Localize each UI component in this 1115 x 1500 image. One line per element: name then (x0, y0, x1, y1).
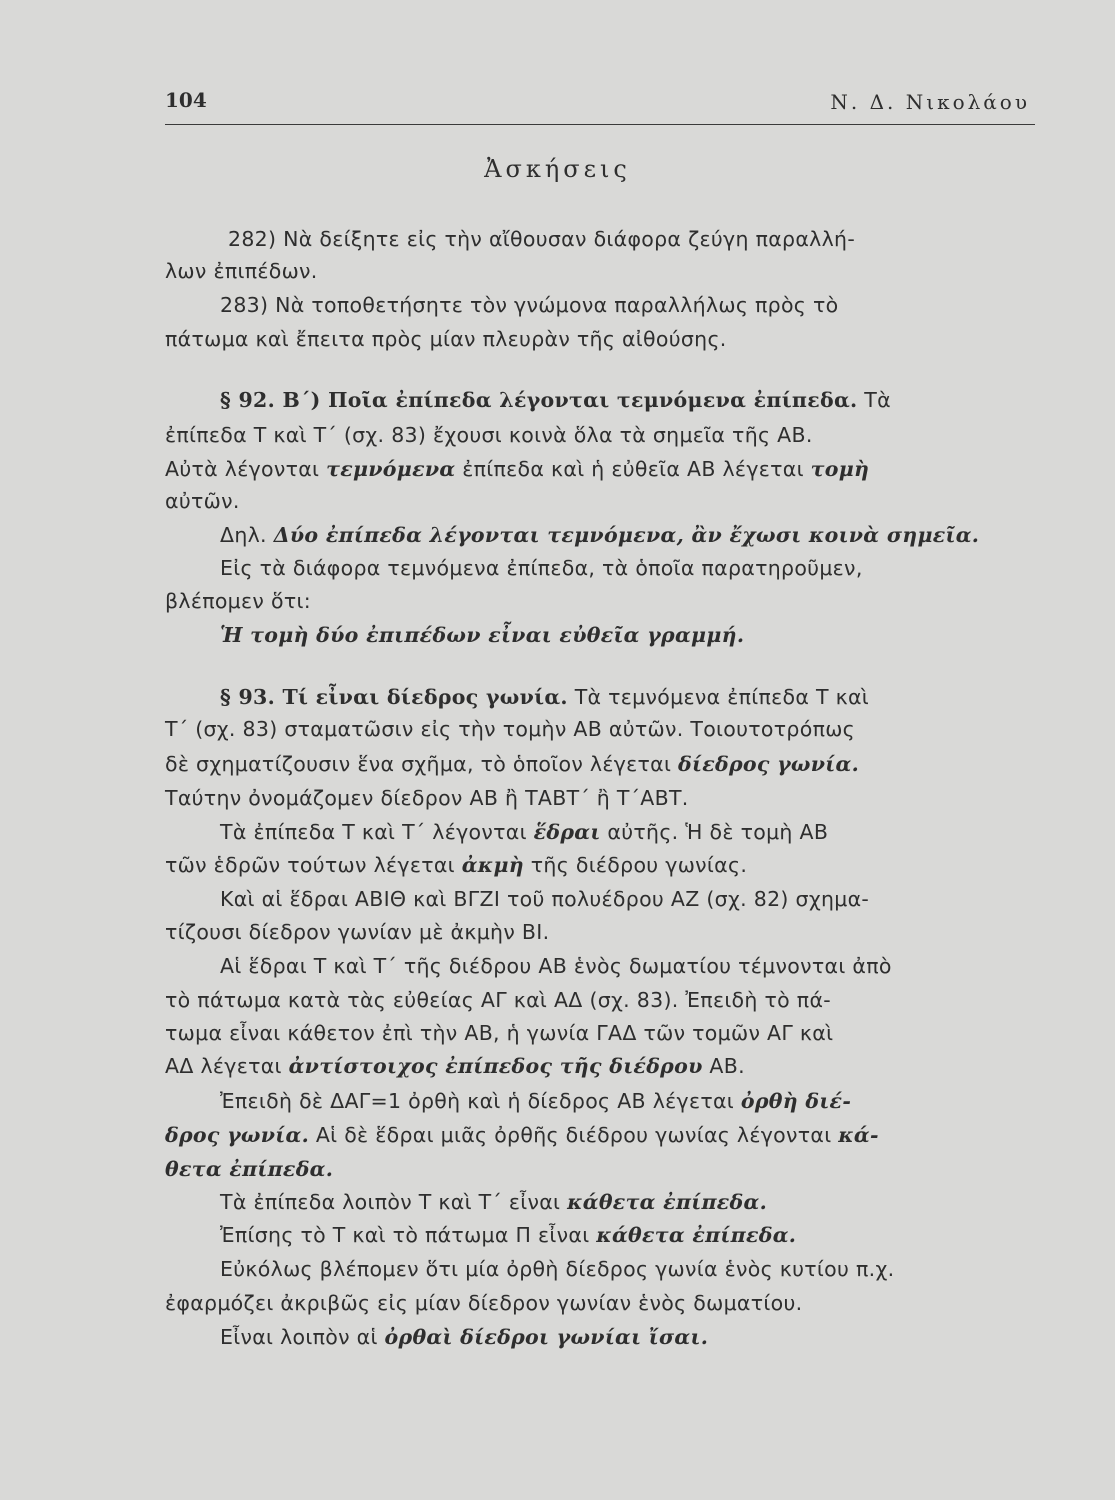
emphasis-run: τομὴ (810, 457, 870, 481)
emphasis-run: κάθετα ἐπίπεδα. (567, 1190, 768, 1214)
text-run: Αἱ δὲ ἕδραι μιᾶς ὀρθῆς διέδρου γωνίας λέγονται (309, 1123, 839, 1147)
text-run: Τὰ ἐπίπεδα λοιπὸν Τ καὶ Τ΄ εἶναι (220, 1190, 568, 1214)
text-run: ἐφαρμόζει ἀκριβῶς εἰς μίαν δίεδρον γωνίαν ἑνὸς δωματίου. (165, 1291, 803, 1315)
text-run: ΑΔ λέγεται (165, 1054, 289, 1078)
emphasis-run: Ἡ τομὴ δύο ἐπιπέδων εἶναι εὐθεῖα γραμμή. (220, 623, 745, 647)
text-run: ἐπίπεδα καὶ ἡ εὐθεῖα ΑΒ λέγεται (455, 457, 811, 481)
text-line (165, 254, 1035, 288)
text-run: Τὰ ἐπίπεδα Τ καὶ Τ΄ λέγονται (220, 820, 534, 844)
emphasis-run: ὀρθαὶ δίεδροι γωνίαι ἴσαι. (384, 1325, 709, 1349)
emphasis-run: Δύο ἐπίπεδα λέγονται τεμνόμενα, ἂν ἔχωσι κοινὰ σημεῖα. (273, 523, 980, 547)
text-line (165, 1152, 1035, 1186)
text-run: Ἐπειδὴ δὲ ΔΑΓ=1 ὀρθὴ καὶ ἡ δίεδρος ΑΒ λέγεται (220, 1089, 741, 1113)
text-run: Τὰ (857, 388, 891, 412)
running-header (165, 88, 1035, 125)
section-title: Ἀσκήσεις (484, 155, 631, 183)
text-run: Εὐκόλως βλέπομεν ὅτι μία ὀρθὴ δίεδρος γωνία ἑνὸς κυτίου π.χ. (220, 1257, 895, 1281)
text-line (165, 1218, 1090, 1252)
emphasis-run: § 93. Τί εἶναι δίεδρος γωνία. (220, 685, 568, 709)
emphasis-run: τεμνόμενα (326, 457, 456, 481)
text-run: Τ΄ (σχ. 83) σταματῶσιν εἰς τὴν τομὴν ΑΒ αὐτῶν. Τοιουτοτρόπως (165, 717, 856, 741)
text-run: ΑΒ. (702, 1054, 745, 1078)
text-line (165, 551, 1090, 585)
text-run: τῆς διέδρου γωνίας. (523, 853, 748, 877)
emphasis-run: ἕδραι (533, 820, 601, 844)
text-line (165, 452, 1035, 486)
text-run: Ἐπίσης τὸ Τ καὶ τὸ πάτωμα Π εἶναι (220, 1223, 597, 1247)
text-line (165, 882, 1090, 916)
text-run: Ταύτην ὀνομάζομεν δίεδρον ΑΒ ἢ ΤΑΒΤ΄ ἢ Τ΄ΑΒΤ. (165, 786, 689, 810)
emphasis-run: ὀρθὴ διέ- (740, 1089, 852, 1113)
emphasis-run: κάθετα ἐπίπεδα. (596, 1223, 797, 1247)
text-line (165, 322, 1035, 356)
page-number: 104 (165, 88, 207, 112)
emphasis-run: δρος γωνία. (165, 1123, 310, 1147)
emphasis-run: ἀντίστοιχος ἐπίπεδος τῆς διέδρου (288, 1054, 703, 1078)
text-line (165, 747, 1035, 781)
text-run: Εἰς τὰ διάφορα τεμνόμενα ἐπίπεδα, τὰ ὁποῖα παρατηροῦμεν, (220, 556, 863, 580)
text-run: 282) Νὰ δείξητε εἰς τὴν αἴθουσαν διάφορα ζεύγη παραλλή- (228, 227, 856, 251)
text-line (165, 1320, 1090, 1354)
emphasis-run: ἀκμὴ (461, 853, 524, 877)
text-line (165, 518, 1090, 552)
text-line (165, 618, 1090, 652)
text-run: πάτωμα καὶ ἔπειτα πρὸς μίαν πλευρὰν τῆς αἰθούσης. (165, 327, 727, 351)
text-run: βλέπομεν ὅτι: (165, 589, 311, 613)
text-run: Εἶναι λοιπὸν αἱ (220, 1325, 385, 1349)
text-line (165, 484, 1035, 518)
text-run: Τὰ τεμνόμενα ἐπίπεδα Τ καὶ (567, 685, 870, 709)
text-run: Αὐτὰ λέγονται (165, 457, 327, 481)
text-line (165, 1084, 1090, 1118)
text-run: τῶν ἑδρῶν τούτων λέγεται (165, 853, 462, 877)
text-line (165, 222, 1098, 256)
text-line (165, 848, 1035, 882)
emphasis-run: δίεδρος γωνία. (678, 752, 860, 776)
text-line (165, 1286, 1035, 1320)
text-line (165, 949, 1090, 983)
text-run: Καὶ αἱ ἕδραι ΑΒΙΘ καὶ ΒΓΖΙ τοῦ πολυέδρου ΑΖ (σχ. 82) σχημα- (220, 887, 870, 911)
text-run: ἐπίπεδα Τ καὶ Τ΄ (σχ. 83) ἔχουσι κοινὰ ὅλα τὰ σημεῖα τῆς ΑΒ. (165, 423, 813, 447)
text-run: αὐτῶν. (165, 489, 240, 513)
text-run: Αἱ ἕδραι Τ καὶ Τ΄ τῆς διέδρου ΑΒ ἑνὸς δωματίου τέμνονται ἀπὸ (220, 954, 892, 978)
text-line (165, 418, 1035, 452)
text-run: τωμα εἶναι κάθετον ἐπὶ τὴν ΑΒ, ἡ γωνία ΓΑΔ τῶν τομῶν ΑΓ καὶ (165, 1021, 834, 1045)
text-run: δὲ σχηματίζουσιν ἕνα σχῆμα, τὸ ὁποῖον λέγεται (165, 752, 679, 776)
text-line (165, 815, 1090, 849)
text-line (165, 781, 1035, 815)
emphasis-run: § 92. Β΄) (220, 388, 329, 412)
text-run: αὐτῆς. Ἡ δὲ τομὴ ΑΒ (600, 820, 829, 844)
emphasis-run: Ποῖα ἐπίπεδα λέγονται τεμνόμενα ἐπίπεδα. (328, 388, 858, 412)
running-author: Ν. Δ. Νικολάου (830, 90, 1030, 114)
emphasis-run: κά- (838, 1123, 879, 1147)
text-run: Δηλ. (220, 523, 274, 547)
text-line (165, 680, 1090, 714)
text-line (165, 983, 1035, 1017)
text-line (165, 1252, 1090, 1286)
text-line (165, 383, 1090, 417)
text-run: λων ἐπιπέδων. (165, 259, 318, 283)
text-run: τὸ πάτωμα κατὰ τὰς εὐθείας ΑΓ καὶ ΑΔ (σχ. 83). Ἐπειδὴ τὸ πά- (165, 988, 831, 1012)
text-line (165, 1118, 1035, 1152)
emphasis-run: θετα ἐπίπεδα. (165, 1157, 334, 1181)
text-line (165, 584, 1035, 618)
text-run: τίζουσι δίεδρον γωνίαν μὲ ἀκμὴν ΒΙ. (165, 920, 550, 944)
text-line (165, 712, 1035, 746)
text-run: 283) Νὰ τοποθετήσητε τὸν γνώμονα παραλλήλως πρὸς τὸ (220, 293, 839, 317)
text-line (165, 915, 1035, 949)
text-line (165, 288, 1090, 322)
text-line (165, 1185, 1090, 1219)
text-line (165, 1016, 1035, 1050)
text-line (165, 1049, 1035, 1083)
